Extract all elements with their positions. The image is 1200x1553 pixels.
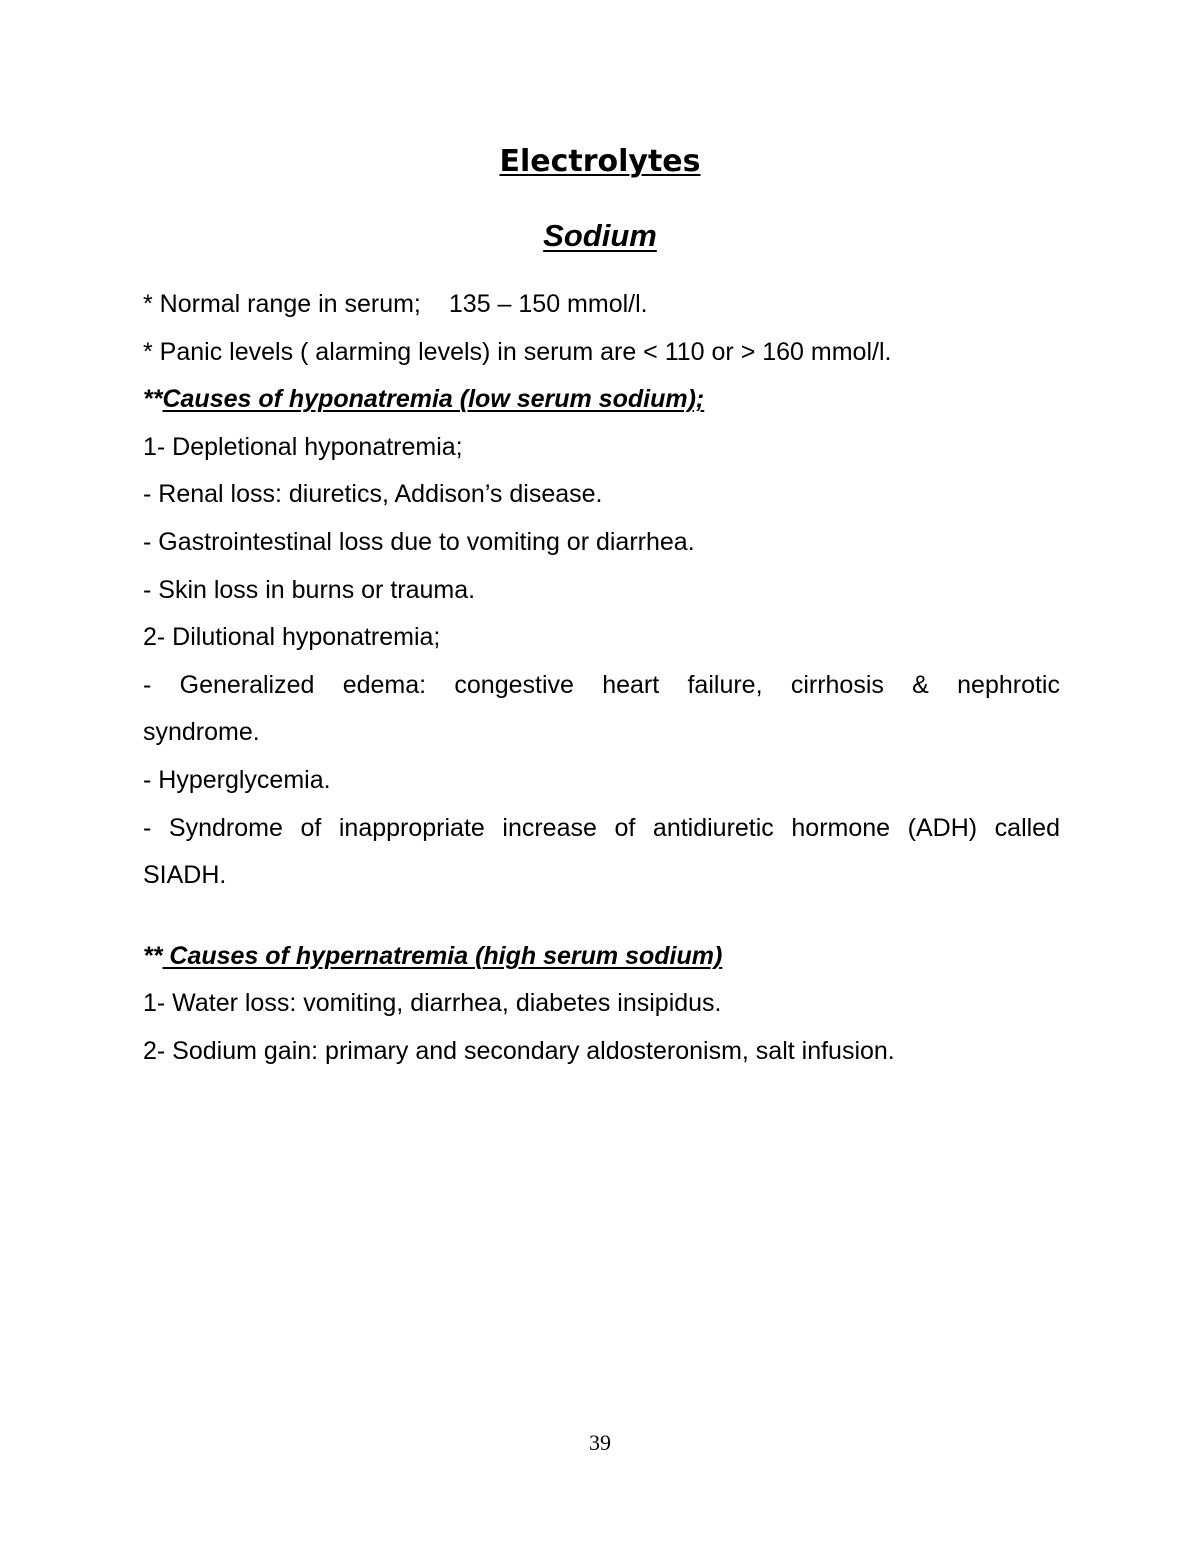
document-body [143,281,1060,1076]
panic-levels-line: * Panic levels ( alarming levels) in serum are < 110 or > 160 mmol/l. [143,337,892,366]
list-item-edema: - Generalized edema: congestive heart failure, cirrhosis & nephrotic [143,670,1060,699]
list-item-water-loss: 1- Water loss: vomiting, diarrhea, diabetes insipidus. [143,989,722,1018]
hypernatremia-heading [143,933,1060,981]
list-item-hyperglycemia: - Hyperglycemia. [143,765,331,794]
hyponatremia-prefix: ** [143,385,163,414]
list-item-sodium-gain: 2- Sodium gain: primary and secondary aldosteronism, salt infusion. [143,1036,895,1065]
paragraph-spacer [143,900,1060,933]
list-item-renal-loss: - Renal loss: diuretics, Addison’s disease. [143,480,603,509]
normal-range-line [143,281,1060,329]
hyponatremia-heading [143,376,1060,424]
list-item-siadh-cont: SIADH. [143,861,227,890]
dilutional-title: 2- Dilutional hyponatremia; [143,623,441,652]
list-item-siadh: - Syndrome of inappropriate increase of antidiuretic hormone (ADH) called [143,813,1060,842]
list-item-skin-loss: - Skin loss in burns or trauma. [143,575,476,604]
page-title: Electrolytes [499,144,701,179]
hyponatremia-heading-text: Causes of hyponatremia (low serum sodium); [162,385,705,414]
depletional-title: 1- Depletional hyponatremia; [143,432,463,461]
normal-range-label: * Normal range in serum; [143,290,421,318]
list-item-gi-loss: - Gastrointestinal loss due to vomiting or diarrhea. [143,527,695,556]
normal-range-value: 135 – 150 mmol/l. [448,290,648,318]
hypernatremia-prefix: ** [143,941,163,970]
list-item-edema-cont: syndrome. [143,718,260,747]
hypernatremia-heading-text: Causes of hypernatremia (high serum sodium) [162,941,723,970]
section-title-sodium: Sodium [543,218,657,253]
page-number: 39 [589,1430,611,1455]
